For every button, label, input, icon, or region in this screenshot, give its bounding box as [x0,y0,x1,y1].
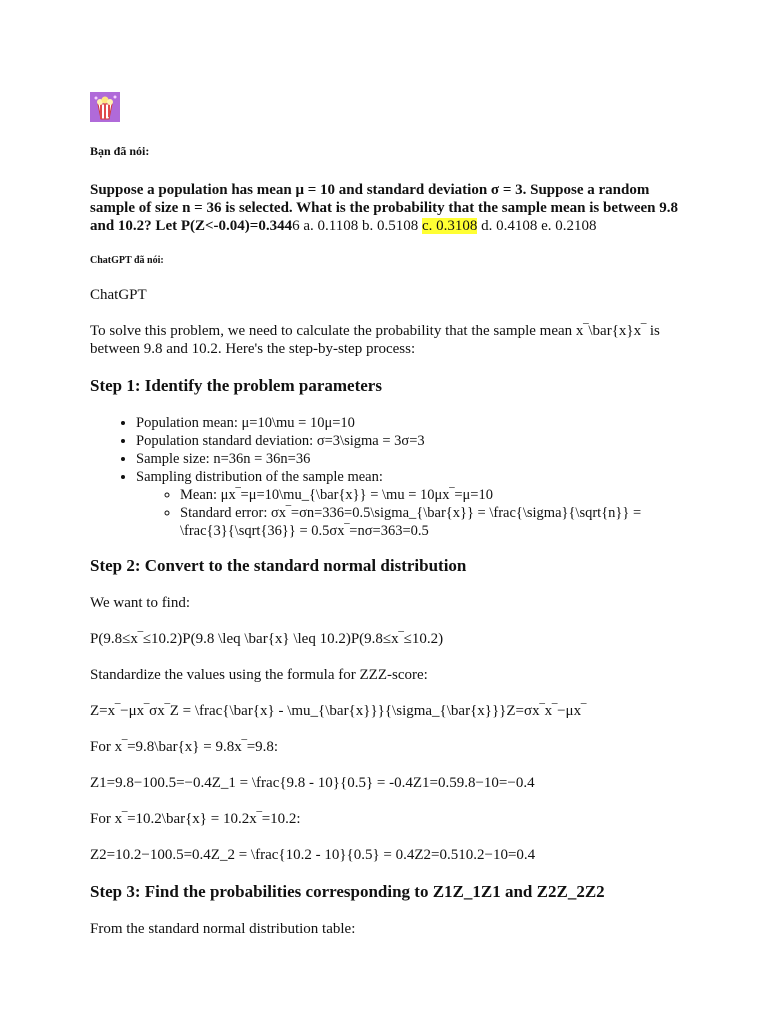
step1-heading: Step 1: Identify the problem parameters [90,376,382,395]
sub-list [136,486,680,540]
user-label: Bạn đã nói: [90,144,150,158]
list-item: • Sample size: n=36n = 36n=36 [136,450,680,468]
question-bold: Suppose a population has mean μ = 10 and standard deviation σ = 3. Suppose a random sample of size n = 36 is selected. What is the probability that the sample mean is between 9.8 and 10.2? Let P(Z<-0.04)=0.344 [90,182,678,234]
question-options-rest: d. 0.4108 e. 0.2108 [477,218,597,234]
standardize-text: Standardize the values using the formula for ZZZ-score: [90,667,428,683]
sub-list-item: ◦ Mean: μx‾=μ=10\mu_{\bar{x}} = \mu = 10μx‾=μ=10 [180,486,680,504]
intro-paragraph: To solve this problem, we need to calculate the probability that the sample mean x‾\bar{x}x‾ is between 9.8 and 10.2. Here's the step-by-step process: [90,323,660,357]
for-9-8: For x‾=9.8\bar{x} = 9.8x‾=9.8: [90,739,279,755]
z1-calc: Z1=9.8−100.5=−0.4Z_1 = \frac{9.8 - 10}{0.5} = -0.4Z1=0.59.8−10=−0.4 [90,775,535,791]
for-10-2: For x‾=10.2\bar{x} = 10.2x‾=10.2: [90,811,301,827]
want-text: We want to find: [90,595,191,611]
assistant-label: ChatGPT đã nói: [90,255,164,266]
document-page [90,92,680,956]
assistant-name: ChatGPT [90,287,147,303]
z2-calc: Z2=10.2−100.5=0.4Z_2 = \frac{10.2 - 10}{0.5} = 0.4Z2=0.510.2−10=0.4 [90,847,536,863]
step2-heading: Step 2: Convert to the standard normal distribution [90,556,467,575]
z-formula: Z=x‾−μx‾σx‾Z = \frac{\bar{x} - \mu_{\bar{x}}}{\sigma_{\bar{x}}}Z=σx‾x‾−μx‾ [90,703,587,719]
popcorn-icon [90,92,120,122]
user-avatar [90,92,120,122]
user-question [90,181,680,235]
list-item: • Population standard deviation: σ=3\sigma = 3σ=3 [136,432,680,450]
question-options: 6 a. 0.1108 b. 0.5108 [292,218,422,234]
step3-heading: Step 3: Find the probabilities corresponding to Z1Z_1Z1 and Z2Z_2Z2 [90,882,605,901]
sub-list-item: ◦ Standard error: σx‾=σn=336=0.5\sigma_{\bar{x}} = \frac{\sigma}{\sqrt{n}} = \frac{3}{\sqrt{36}} = 0.5σx‾=nσ=363=0.5 [180,504,680,540]
probability-expression: P(9.8≤x‾≤10.2)P(9.8 \leq \bar{x} \leq 10.2)P(9.8≤x‾≤10.2) [90,631,444,647]
highlighted-answer: c. 0.3108 [421,218,478,234]
list-item [136,468,680,540]
table-text: From the standard normal distribution table: [90,921,356,937]
parameter-list [90,414,680,540]
list-item-label: Sampling distribution of the sample mean: [136,469,383,485]
list-item: • Population mean: μ=10\mu = 10μ=10 [136,414,680,432]
